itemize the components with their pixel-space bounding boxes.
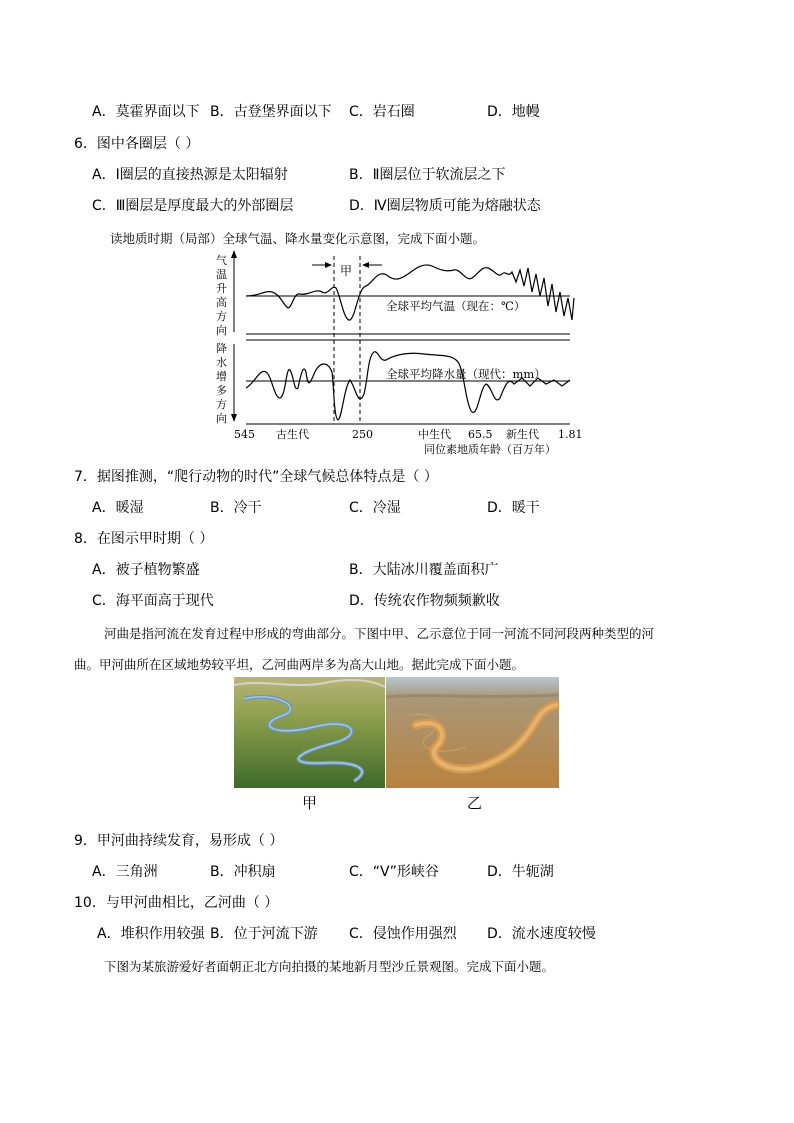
q5-option-a[interactable]: A．莫霍界面以下 — [92, 104, 200, 120]
q10-option-b[interactable]: B．位于河流下游 — [210, 926, 318, 942]
y-label-bot-1: 水 — [216, 356, 227, 369]
q5-option-c[interactable]: C．岩石圈 — [349, 104, 415, 120]
q6-option-a[interactable]: A．Ⅰ圈层的直接热源是太阳辐射 — [92, 167, 288, 183]
x-tick-545: 545 — [234, 428, 255, 441]
period-marker: 甲 — [340, 264, 353, 278]
q9-option-c[interactable]: C．“V”形峡谷 — [349, 864, 439, 880]
q8-option-c[interactable]: C．海平面高于现代 — [92, 593, 214, 609]
y-label-bot-5: 向 — [216, 412, 227, 425]
q6-stem: 6．图中各圈层（ ） — [74, 136, 200, 152]
x-tick-mesozoic: 中生代 — [418, 428, 451, 441]
passage-dune: 下图为某旅游爱好者面朝正北方向拍摄的某地新月型沙丘景观图。完成下面小题。 — [104, 959, 555, 974]
y-label-top-1: 温 — [216, 268, 227, 281]
y-label-bot-4: 方 — [216, 398, 227, 411]
temp-mean-label: 全球平均气温（现在：℃） — [386, 299, 526, 313]
q8-stem: 8．在图示甲时期（ ） — [74, 531, 214, 547]
passage-meander-2: 曲。甲河曲所在区域地势较平坦，乙河曲两岸多为高大山地。据此完成下面小题。 — [74, 657, 525, 672]
q9-stem: 9．甲河曲持续发育，易形成（ ） — [74, 833, 284, 849]
q7-option-b[interactable]: B．冷干 — [210, 500, 262, 516]
q7-option-a[interactable]: A．暖湿 — [92, 500, 144, 516]
passage-climate: 读地质时期（局部）全球气温、降水量变化示意图，完成下面小题。 — [110, 231, 486, 246]
q7-option-d[interactable]: D．暖干 — [487, 500, 540, 516]
q8-option-a[interactable]: A．被子植物繁盛 — [92, 562, 200, 578]
x-tick-cenozoic: 新生代 — [506, 428, 539, 441]
y-label-top-3: 高 — [216, 296, 227, 309]
y-label-top-2: 升 — [216, 282, 227, 295]
precip-mean-label: 全球平均降水量（现代：mm） — [386, 367, 546, 381]
climate-figure — [210, 248, 582, 458]
q10-option-d[interactable]: D．流水速度较慢 — [487, 926, 596, 942]
q9-option-d[interactable]: D．牛轭湖 — [487, 864, 554, 880]
q8-option-b[interactable]: B．大陆冰川覆盖面积广 — [349, 562, 499, 578]
q10-stem: 10．与甲河曲相比，乙河曲（ ） — [74, 895, 279, 911]
q6-option-c[interactable]: C．Ⅲ圈层是厚度最大的外部圈层 — [92, 198, 294, 214]
passage-meander-1: 河曲是指河流在发育过程中形成的弯曲部分。下图中甲、乙示意位于同一河流不同河段两种类型的河 — [104, 626, 655, 641]
caption-jia: 甲 — [302, 794, 318, 812]
y-label-top-4: 方 — [216, 310, 227, 323]
q7-option-c[interactable]: C．冷湿 — [349, 500, 401, 516]
x-tick-paleozoic: 古生代 — [276, 428, 309, 441]
y-label-top-5: 向 — [216, 324, 227, 337]
q6-option-d[interactable]: D．Ⅳ圈层物质可能为熔融状态 — [349, 198, 541, 214]
y-label-bot-0: 降 — [216, 342, 227, 355]
q6-option-b[interactable]: B．Ⅱ圈层位于软流层之下 — [349, 167, 506, 183]
q10-option-a[interactable]: A．堆积作用较强 — [97, 926, 205, 942]
x-tick-250: 250 — [352, 428, 373, 441]
q9-option-a[interactable]: A．三角洲 — [92, 864, 158, 880]
y-label-top-0: 气 — [216, 254, 227, 267]
q8-option-d[interactable]: D．传统农作物频频歉收 — [349, 593, 500, 609]
x-tick-65-5: 65.5 — [468, 428, 493, 441]
x-tick-1-81: 1.81 — [558, 428, 582, 441]
q9-option-b[interactable]: B．冲积扇 — [210, 864, 276, 880]
meander-photo-jia — [234, 677, 385, 788]
q5-option-d[interactable]: D．地幔 — [487, 104, 540, 120]
y-label-bot-3: 多 — [216, 384, 227, 397]
caption-yi: 乙 — [467, 794, 483, 812]
q10-option-c[interactable]: C．侵蚀作用强烈 — [349, 926, 457, 942]
meander-photo-yi — [386, 677, 559, 788]
y-label-bot-2: 增 — [216, 370, 227, 383]
x-axis-title: 同位素地质年龄（百万年） — [424, 443, 556, 456]
q5-option-b[interactable]: B．古登堡界面以下 — [210, 104, 332, 120]
q7-stem: 7．据图推测，“爬行动物的时代”全球气候总体特点是（ ） — [74, 469, 438, 485]
